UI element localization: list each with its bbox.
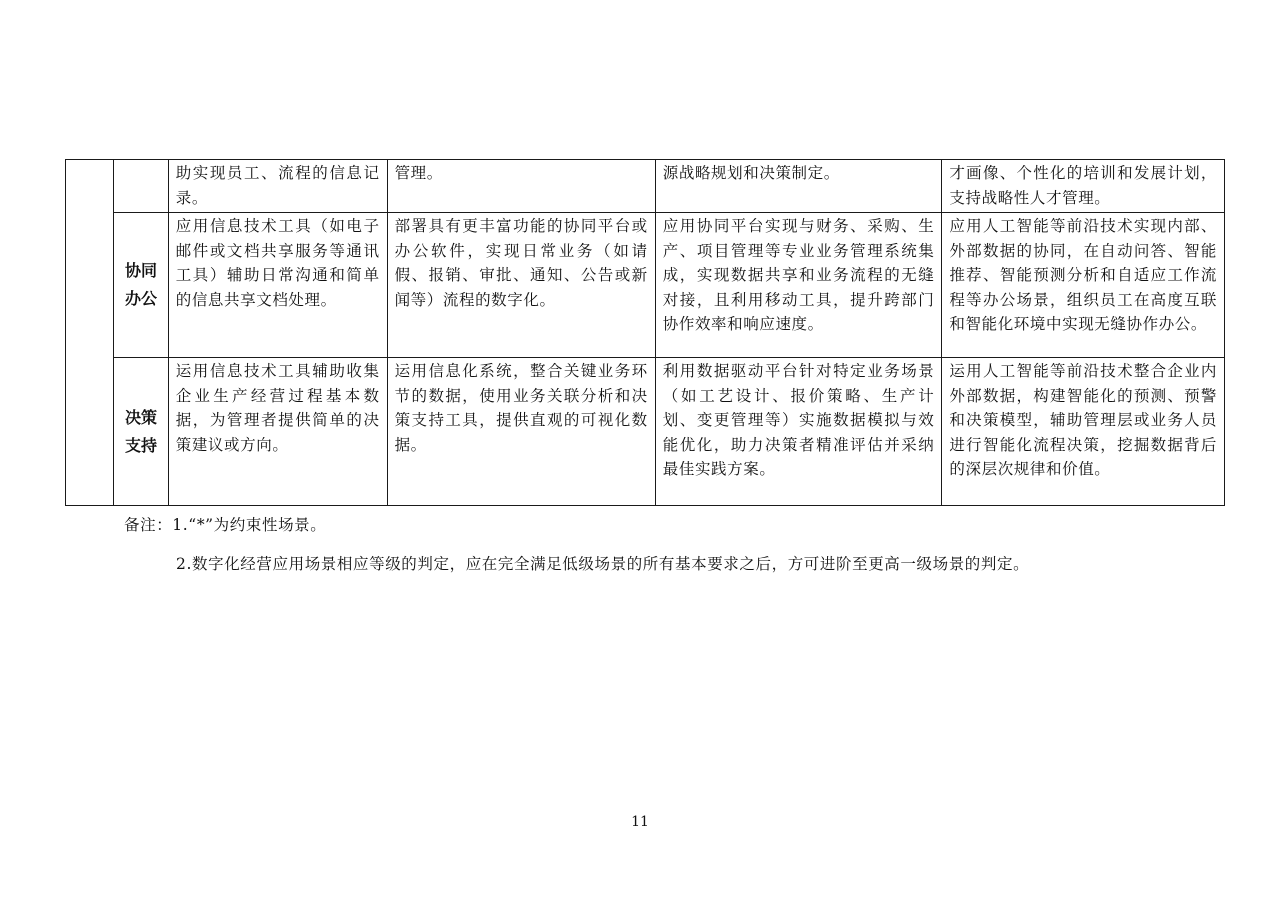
table-cell-level1: 助实现员工、流程的信息记录。 <box>168 160 387 213</box>
table-cell-level4: 才画像、个性化的培训和发展计划，支持战略性人才管理。 <box>942 160 1225 213</box>
note-line-1: 备注：1.“*”为约束性场景。 <box>124 516 327 534</box>
table-row <box>66 213 1225 358</box>
table-cell-level1: 运用信息技术工具辅助收集企业生产经营过程基本数据，为管理者提供简单的决策建议或方向。 <box>168 358 387 506</box>
table-cell-level2: 管理。 <box>387 160 655 213</box>
table-category-cell: 协同办公 <box>114 213 168 358</box>
table-cell-level3: 应用协同平台实现与财务、采购、生产、项目管理等专业业务管理系统集成，实现数据共享和业务流程的无缝对接，且利用移动工具，提升跨部门协作效率和响应速度。 <box>655 213 942 358</box>
table-row <box>66 358 1225 506</box>
scenario-table <box>65 159 1225 506</box>
table-cell-level2: 运用信息化系统，整合关键业务环节的数据，使用业务关联分析和决策支持工具，提供直观的可视化数据。 <box>387 358 655 506</box>
table-cell-level4: 应用人工智能等前沿技术实现内部、外部数据的协同，在自动问答、智能推荐、智能预测分析和自适应工作流程等办公场景，组织员工在高度互联和智能化环境中实现无缝协作办公。 <box>942 213 1225 358</box>
table-cell-level4: 运用人工智能等前沿技术整合企业内外部数据，构建智能化的预测、预警和决策模型，辅助管理层或业务人员进行智能化流程决策，挖掘数据背后的深层次规律和价值。 <box>942 358 1225 506</box>
table-row <box>66 160 1225 213</box>
note-line-2: 2.数字化经营应用场景相应等级的判定，应在完全满足低级场景的所有基本要求之后，方可进阶至更高一级场景的判定。 <box>176 555 1030 573</box>
table-cell-level3: 利用数据驱动平台针对特定业务场景（如工艺设计、报价策略、生产计划、变更管理等）实施数据模拟与效能优化，助力决策者精准评估并采纳最佳实践方案。 <box>655 358 942 506</box>
table-cell-level2: 部署具有更丰富功能的协同平台或办公软件，实现日常业务（如请假、报销、审批、通知、公告或新闻等）流程的数字化。 <box>387 213 655 358</box>
table-cell-level1: 应用信息技术工具（如电子邮件或文档共享服务等通讯工具）辅助日常沟通和简单的信息共享文档处理。 <box>168 213 387 358</box>
table-category-cell: 决策支持 <box>114 358 168 506</box>
table-cell-level3: 源战略规划和决策制定。 <box>655 160 942 213</box>
table-category-cell <box>114 160 168 213</box>
table-outer-category-cell <box>66 160 114 506</box>
page-number: 11 <box>631 814 649 830</box>
